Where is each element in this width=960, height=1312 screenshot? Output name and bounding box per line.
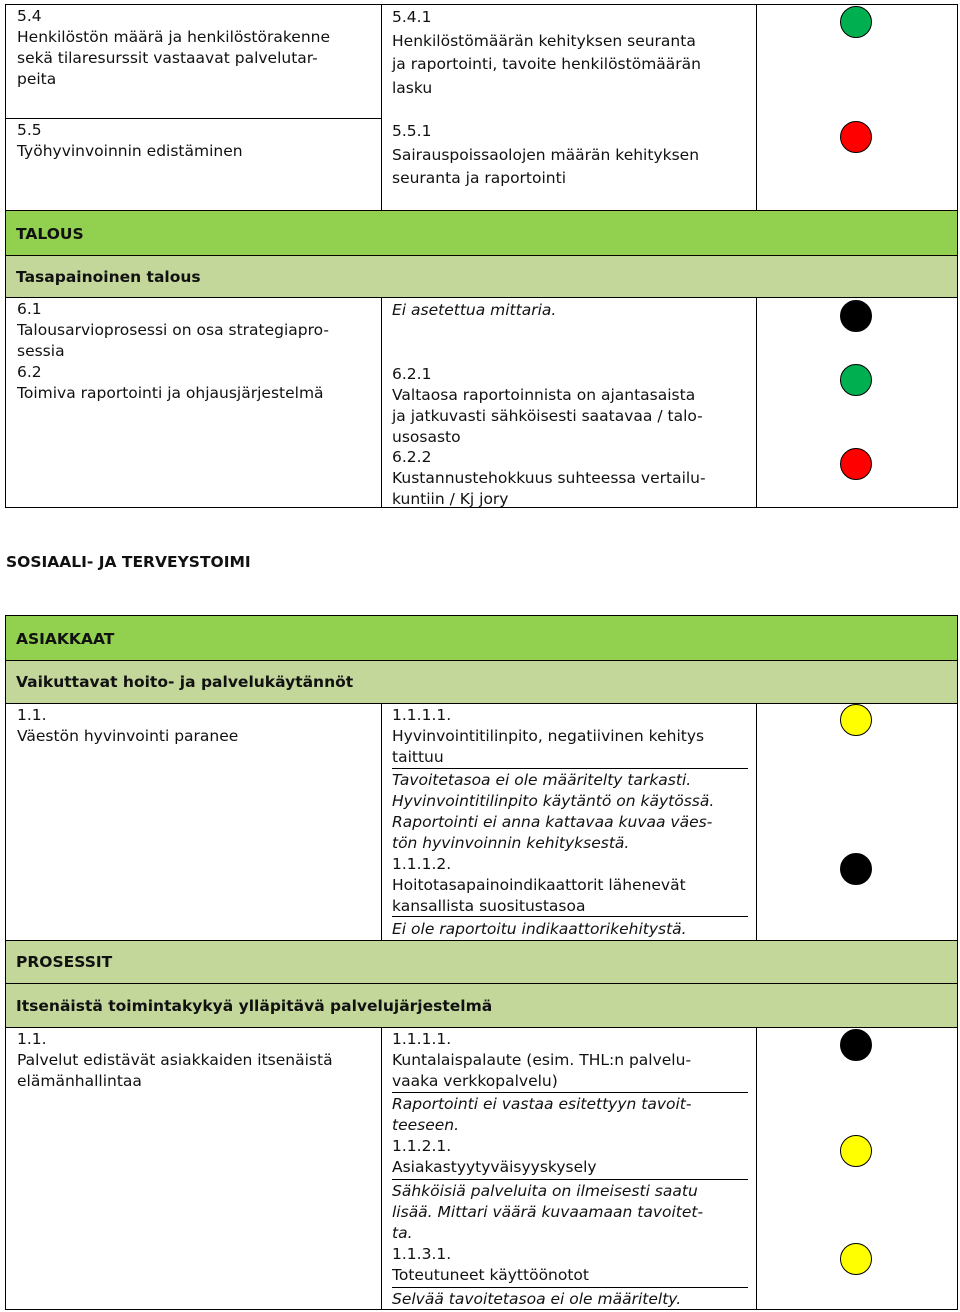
asiakkaat-note-1: Tavoitetasoa ei ole määritelty tarkasti. Hyvinvointitilinpito käytäntö on käytössä. Raportointi ei anna kattavaa kuvaa väes- tön hyvinvoinnin kehityksestä.	[392, 771, 715, 852]
asiakkaat-goal: 1.1. Väestön hyvinvointi paranee	[17, 706, 239, 745]
status-yellow-icon	[840, 704, 872, 736]
prosessit-sub-band	[5, 983, 958, 1028]
prosessit-heading-band	[5, 940, 958, 984]
status-black-icon	[840, 853, 872, 885]
prosessit-note-1: Raportointi ei vastaa esitettyyn tavoit- teeseen.	[392, 1095, 692, 1134]
measure-6-2-1-label: 6.2.1 Valtaosa raportoinnista on ajantasaista ja jatkuvasti sähköisesti saatavaa / talo- usosasto	[392, 365, 703, 446]
asiakkaat-measure-2: 1.1.1.2. Hoitotasapainoindikaattorit lähenevät kansallista suositustasoa	[392, 855, 686, 915]
measure-5-4-1-label: 5.4.1 Henkilöstömäärän kehityksen seuranta ja raportointi, tavoite henkilöstömäärän lasku	[392, 8, 701, 97]
measure-5-5-1-label: 5.5.1 Sairauspoissaolojen määrän kehityksen seuranta ja raportointi	[392, 122, 700, 187]
talous-heading: TALOUS	[16, 225, 84, 243]
prosessit-measure-1: 1.1.1.1. Kuntalaispalaute (esim. THL:n palvelu- vaaka verkkopalvelu)	[392, 1030, 692, 1090]
status-green-icon	[840, 6, 872, 38]
prosessit-note-3: Selvää tavoitetasoa ei ole määritelty.	[392, 1290, 682, 1308]
goal-5-5-label: 5.5 Työhyvinvoinnin edistäminen	[17, 121, 243, 160]
status-green-icon	[840, 364, 872, 396]
asiakkaat-heading: ASIAKKAAT	[16, 630, 115, 648]
prosessit-goal: 1.1. Palvelut edistävät asiakkaiden itsenäistä elämänhallintaa	[17, 1030, 333, 1090]
section-title: SOSIAALI- JA TERVEYSTOIMI	[6, 553, 251, 571]
asiakkaat-measure-1: 1.1.1.1. Hyvinvointitilinpito, negatiivinen kehitys taittuu	[392, 706, 705, 766]
talous-no-metric-note: Ei asetettua mittaria.	[392, 301, 557, 319]
asiakkaat-heading-band	[5, 615, 958, 661]
goal-5-4-label: 5.4 Henkilöstön määrä ja henkilöstörakenne sekä tilaresurssit vastaavat palvelutar- peita	[17, 7, 331, 88]
status-black-icon	[840, 1029, 872, 1061]
prosessit-measure-2: 1.1.2.1. Asiakastyytyväisyyskysely	[392, 1137, 597, 1176]
status-yellow-icon	[840, 1135, 872, 1167]
prosessit-note-2: Sähköisiä palveluita on ilmeisesti saatu lisää. Mittari väärä kuvaamaan tavoitet- ta.	[392, 1182, 704, 1242]
asiakkaat-sub-band	[5, 660, 958, 704]
prosessit-measure-3: 1.1.3.1. Toteutuneet käyttöönotot	[392, 1245, 589, 1284]
status-red-icon	[840, 121, 872, 153]
talous-subheading: Tasapainoinen talous	[16, 268, 201, 286]
talous-heading-band	[5, 210, 958, 256]
asiakkaat-subheading: Vaikuttavat hoito- ja palvelukäytännöt	[16, 673, 354, 691]
talous-goals: 6.1 Talousarvioprosessi on osa strategiapro- sessia 6.2 Toimiva raportointi ja ohjausjärjestelmä	[17, 300, 330, 402]
prosessit-subheading: Itsenäistä toimintakykyä ylläpitävä palvelujärjestelmä	[16, 997, 493, 1015]
prosessit-heading: PROSESSIT	[16, 953, 113, 971]
measure-6-2-2-label: 6.2.2 Kustannustehokkuus suhteessa vertailu- kuntiin / Kj jory	[392, 448, 706, 508]
status-black-icon	[840, 300, 872, 332]
status-yellow-icon	[840, 1243, 872, 1275]
talous-sub-band	[5, 255, 958, 298]
asiakkaat-note-2: Ei ole raportoitu indikaattorikehitystä.	[392, 920, 687, 938]
status-red-icon	[840, 448, 872, 480]
